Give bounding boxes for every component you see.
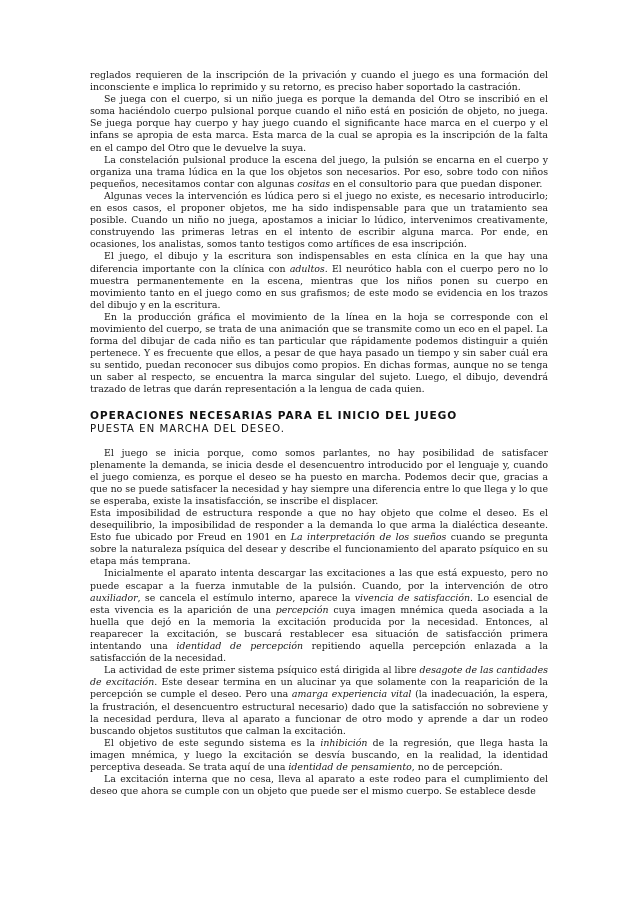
text-run: cuando se pregunta sobre la naturaleza psíquica del desear y describe el funcionamiento del aparato psíquico en su etapa más temprana. [90, 532, 549, 568]
text-run: Inicialmente el aparato intenta descargar las excitaciones a las que está expuesto, pero no puede escapar a la fuerza inmutable de la pulsión. Cuando, por la intervención de otro [90, 568, 548, 592]
text-run: El objetivo de este segundo sistema es la [104, 737, 321, 749]
emphasis: identidad de percepción [176, 641, 303, 653]
emphasis: identidad de pensamiento [288, 761, 412, 773]
text-run: La constelación pulsional produce la escena del juego, la pulsión se encarna en el cuerpo y organiza una trama lúdica en la que los objetos son necesarios. Por eso, sobre todo con niños pequeños, necesitamos contar con algunas [90, 154, 548, 190]
emphasis: La interpretación de los sueños [290, 532, 447, 544]
text-run: (la inadecuación, la espera, la frustración, el desencuentro estructural necesario) dado que la satisfacción no sobreviene y la necesidad perdura, lleva al aparato a funcionar de otro modo y aprende a dar un rodeo buscando objetos sustitutos que calman la excitación. [90, 689, 548, 737]
paragraph: La excitación interna que no cesa, lleva al aparato a este rodeo para el cumplimiento del deseo que ahora se cumple con un objeto que puede ser el mismo cuerpo. Se establece desde [90, 774, 548, 798]
text-run: . Lo esencial de esta vivencia es la aparición de una [90, 592, 548, 616]
paragraph [90, 738, 548, 774]
text-run: El juego, el dibujo y la escritura son indispensables en esta clínica en la que hay una diferencia importante con la clínica con [90, 251, 548, 275]
emphasis: vivencia de satisfacción [354, 592, 471, 604]
emphasis: auxiliador [90, 592, 138, 604]
text-run: repitiendo aquella percepción enlazada a la satisfacción de la necesidad. [90, 641, 548, 665]
emphasis: cositas [297, 178, 331, 190]
emphasis: inhibición [320, 737, 368, 749]
text-run: . El neurótico habla con el cuerpo pero no lo muestra permanentemente en la escena, mientras que los niños ponen su cuerpo en movimiento tanto en el juego como en sus grafismos; de este modo se evidencia en los trazos del dibujo y en la escritura. [90, 263, 549, 311]
text-run: Esta imposibilidad de estructura responde a que no hay objeto que colme el deseo. Es el desequilibrio, la imposibilidad de responder a la demanda lo que arma la dialéctica deseante. Esto fue ubicado por Freud en 1901 en [90, 508, 548, 544]
paragraph [90, 568, 548, 665]
section-title: OPERACIONES NECESARIAS PARA EL INICIO DEL JUEGO [90, 409, 458, 422]
text-run: cuya imagen mnémica queda asociada a la huella que dejó en la memoria la excitación producida por la necesidad. Entonces, al reaparecer la excitación, se buscará restablecer esa situación de satisfacción primera intentando una [90, 604, 548, 653]
emphasis: amarga experiencia vital [291, 689, 412, 701]
text-run: , se cancela el estímulo interno, aparece la [137, 592, 355, 604]
paragraph [90, 251, 548, 311]
text-run: de la regresión, que llega hasta la imagen mnémica, y luego la excitación se desvía buscando, en la realidad, la identidad perceptiva deseada. Se trata aquí de una [90, 737, 548, 773]
section-subtitle: PUESTA EN MARCHA DEL DESEO. [90, 423, 285, 435]
emphasis: adultos [289, 263, 325, 275]
paragraph: Algunas veces la intervención es lúdica pero si el juego no existe, es necesario introducirlo; en esos casos, el proponer objetos, me ha sido indispensable para que un tratamiento sea posible. Cuando un niño no juega, apostamos a iniciar lo lúdico, intervenimos creativamente, construyendo las primeras letras en el intento de escribir alguna marca. Por ende, en ocasiones, los analistas, somos tanto testigos como artífices de esa inscripción. [90, 190, 548, 251]
paragraph [90, 508, 548, 568]
paragraph [90, 155, 548, 191]
text-run: , no de percepción. [411, 761, 503, 773]
document-page [90, 70, 548, 798]
paragraph: El juego se inicia porque, como somos parlantes, no hay posibilidad de satisfacer plenamente la demanda, se inicia desde el desencuentro introducido por el lenguaje y, cuando el juego comienza, es porque el deseo se ha puesto en marcha. Podemos decir que, gracias a que no se puede satisfacer la necesidad y hay siempre una diferencia entre lo que llega y lo que se esperaba, existe la insatisfacción, se inscribe el displacer. [90, 447, 548, 507]
text-run: en el consultorio para que puedan disponer. [330, 178, 543, 190]
paragraph: reglados requieren de la inscripción de la privación y cuando el juego es una formación del inconsciente e implica lo reprimido y su retorno, es preciso haber soportado la castración. [90, 70, 548, 94]
text-run: La actividad de este primer sistema psíquico está dirigida al libre [104, 665, 420, 677]
paragraph [90, 665, 548, 738]
text-run: . Este desear termina en un alucinar ya que solamente con la reaparición de la percepción se cumple el deseo. Pero una [90, 677, 548, 701]
paragraph: Se juega con el cuerpo, si un niño juega es porque la demanda del Otro se inscribió en el soma haciéndolo cuerpo pulsional porque cuando el niño está en posición de objeto, no juega. Se juega porque hay cuerpo y hay juego cuando el significante hace marca en el cuerpo y el infans se apropia de esta marca. Esta marca de la cual se apropia es la inscripción de la falta en el campo del Otro que le devuelve la suya. [90, 94, 548, 154]
emphasis: desagote de las cantidades de excitación [90, 665, 548, 689]
emphasis: percepción [275, 604, 329, 616]
paragraph: En la producción gráfica el movimiento de la línea en la hoja se corresponde con el movimiento del cuerpo, se trata de una animación que se transmite como un eco en el papel. La forma del dibujar de cada niño es tan particular que rápidamente podemos distinguir a quién pertenece. Y es frecuente que ellos, a pesar de que haya pasado un tiempo y sin saber cuál era su sentido, puedan reconocer sus dibujos como propios. En dichas formas, aunque no se tenga un saber al respecto, se encuentra la marca singular del sujeto. Luego, el dibujo, devendrá trazado de letras que darán representación a la lengua de cada quien. [90, 311, 548, 396]
